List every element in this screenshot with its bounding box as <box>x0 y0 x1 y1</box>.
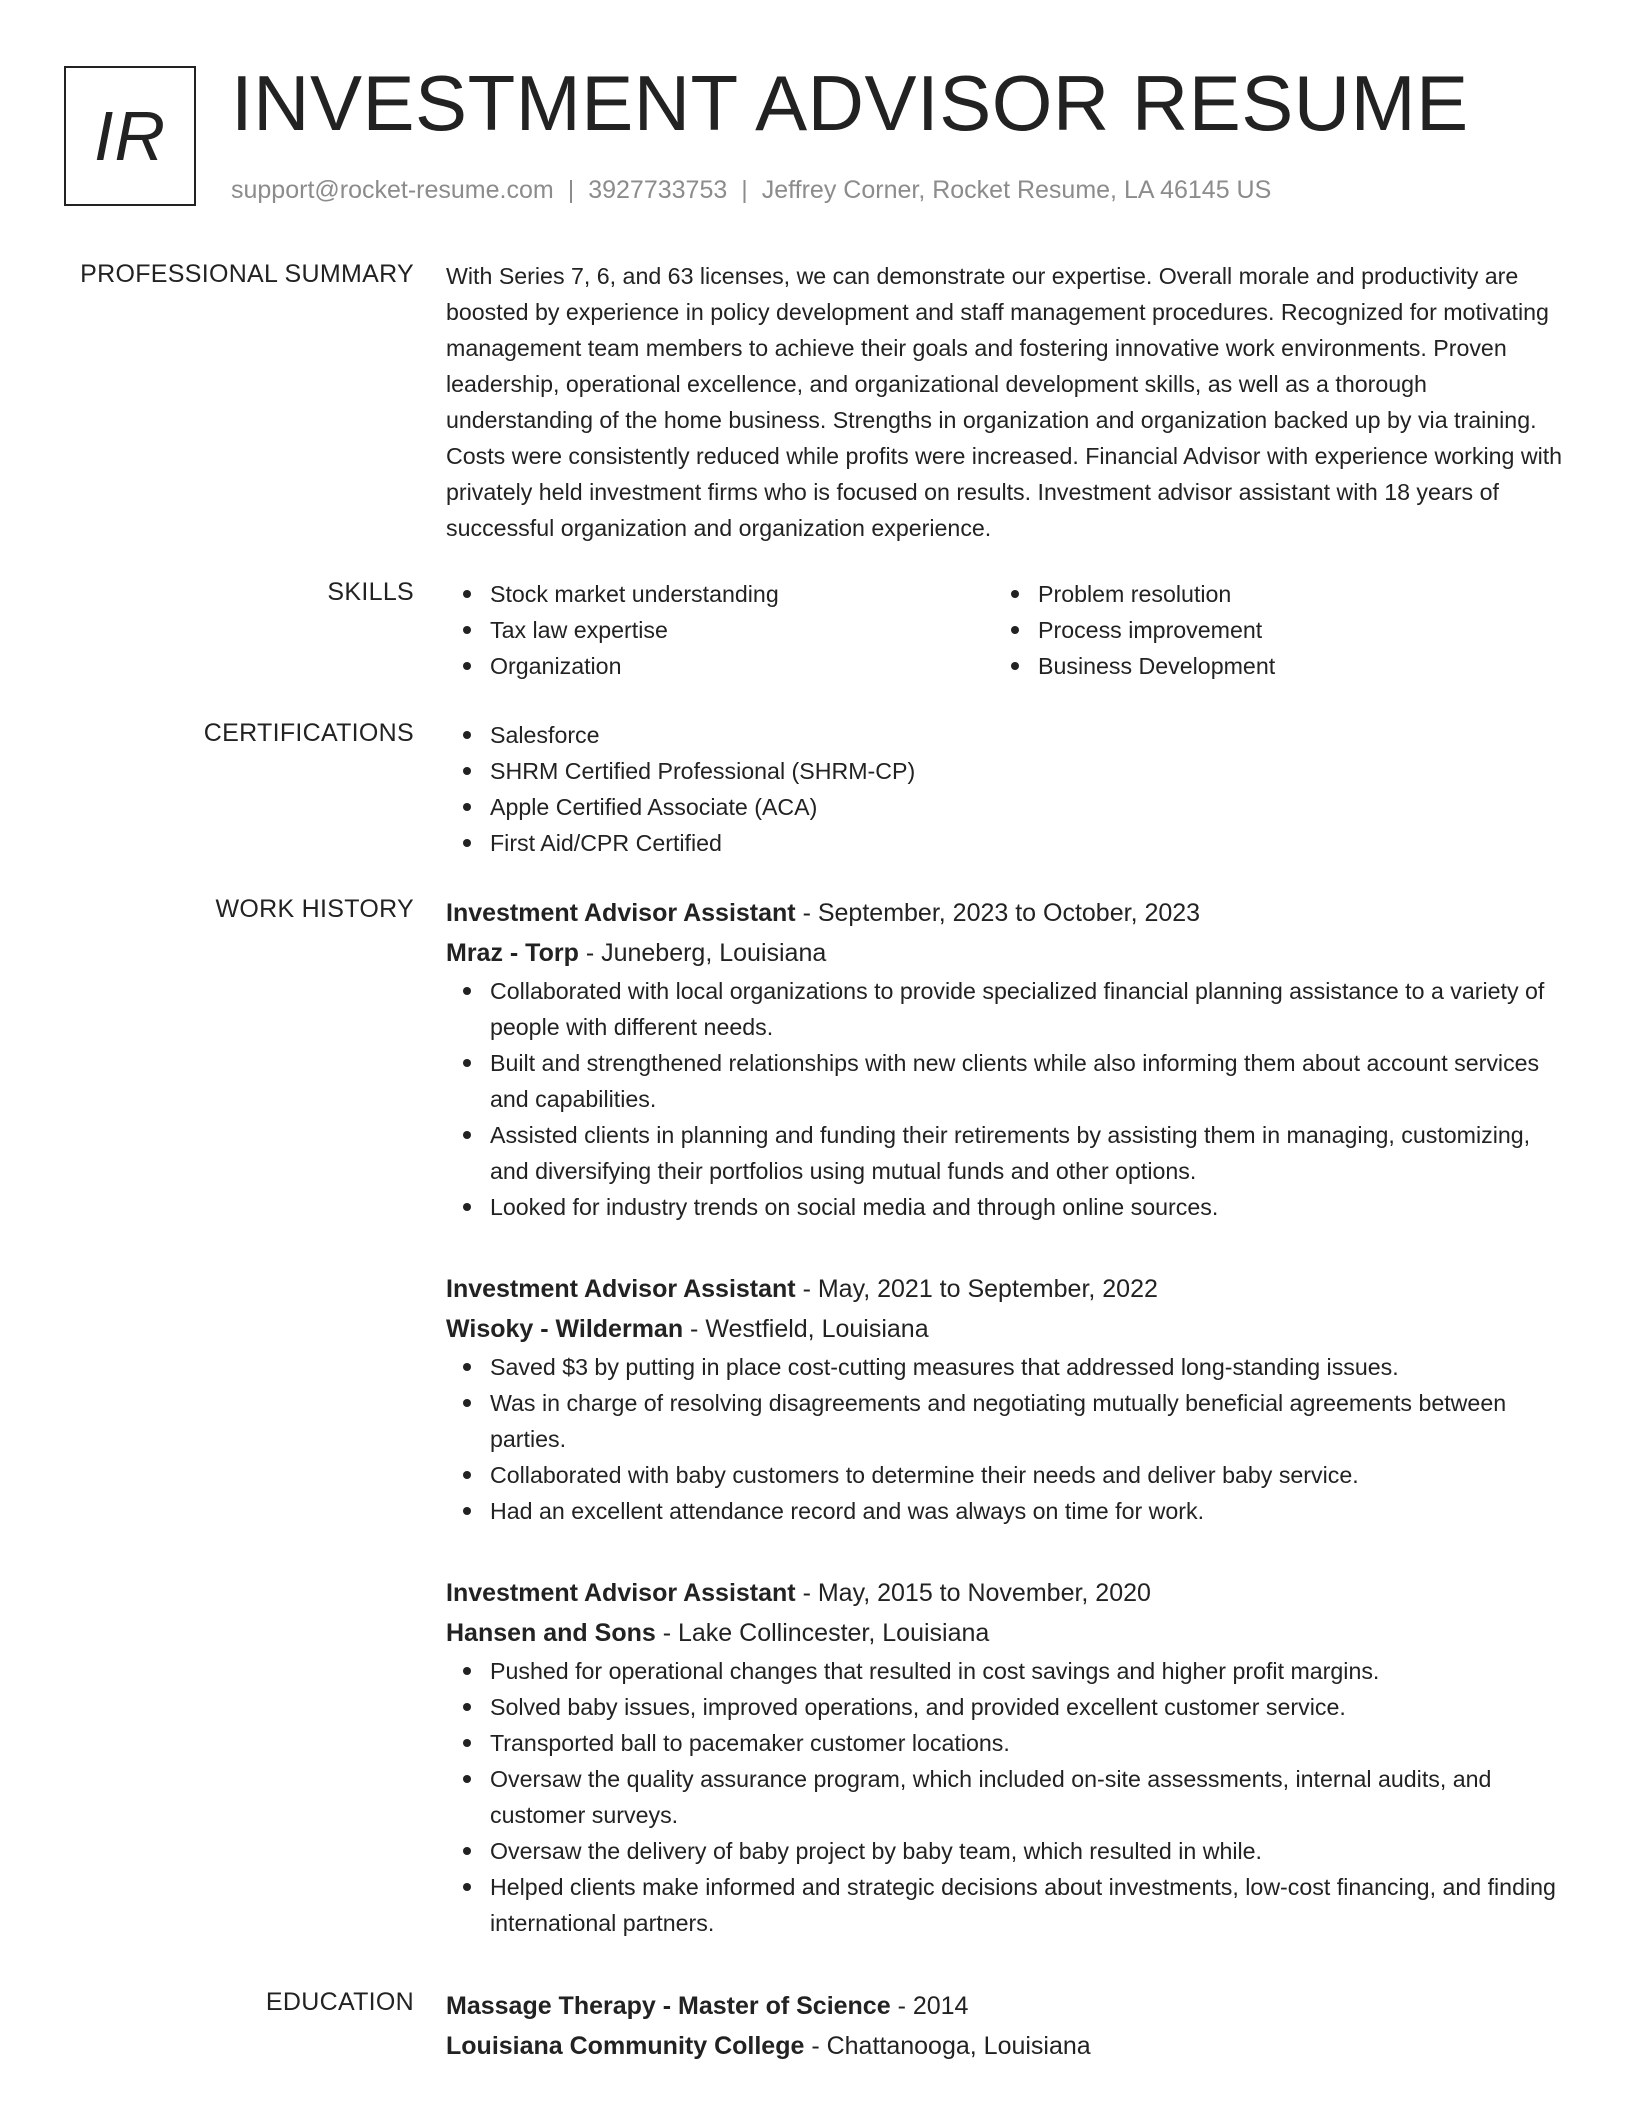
job-entry <box>446 1573 1566 1941</box>
job-bullet: Was in charge of resolving disagreements and negotiating mutually beneficial agreements between parties. <box>446 1385 1566 1457</box>
job-bullet: Collaborated with baby customers to determine their needs and deliver baby service. <box>446 1457 1566 1493</box>
summary-text: With Series 7, 6, and 63 licenses, we can demonstrate our expertise. Overall morale and productivity are boosted by experience in policy development and staff management procedures. Recognized for motivating management team members to achieve their goals and fostering innovative work environments. Proven leadership, operational excellence, and organizational development skills, as well as a thorough understanding of the home business. Strengths in organization and organization backed up by via training. Costs were consistently reduced while profits were increased. Financial Advisor with experience working with privately held investment firms who is focused on results. Investment advisor assistant with 18 years of successful organization and organization experience. <box>446 263 1563 541</box>
certification-item: Apple Certified Associate (ACA) <box>446 789 1566 825</box>
job-title: Investment Advisor Assistant <box>446 1275 796 1303</box>
job-title-line <box>446 1269 1566 1309</box>
job-company-line <box>446 933 1566 973</box>
job-company: Wisoky - Wilderman <box>446 1315 684 1343</box>
monogram-logo: IR <box>64 66 196 206</box>
job-bullet: Transported ball to pacemaker customer locations. <box>446 1725 1566 1761</box>
education-label: EDUCATION <box>265 1988 414 2016</box>
job-location: - Juneberg, Louisiana <box>578 939 827 967</box>
job-location: - Westfield, Louisiana <box>683 1315 929 1343</box>
job-bullets <box>446 1653 1566 1941</box>
skills-list-right <box>994 576 1554 684</box>
job-bullet: Pushed for operational changes that resulted in cost savings and higher profit margins. <box>446 1653 1566 1689</box>
contact-line <box>231 174 1271 206</box>
job-bullet: Built and strengthened relationships with new clients while also informing them about account services and capabilities. <box>446 1045 1566 1117</box>
education-school: Louisiana Community College <box>446 2032 805 2060</box>
certification-item: SHRM Certified Professional (SHRM-CP) <box>446 753 1566 789</box>
job-bullet: Saved $3 by putting in place cost-cutting measures that addressed long-standing issues. <box>446 1349 1566 1385</box>
job-bullet: Had an excellent attendance record and was always on time for work. <box>446 1493 1566 1529</box>
summary-label: PROFESSIONAL SUMMARY <box>80 260 414 288</box>
education-degree: Massage Therapy - Master of Science <box>446 1992 891 2020</box>
education-location: - Chattanooga, Louisiana <box>804 2032 1091 2060</box>
skill-item: Problem resolution <box>994 576 1554 612</box>
certifications-list <box>446 717 1566 861</box>
job-bullet: Assisted clients in planning and funding their retirements by assisting them in managing, customizing, and diversifying their portfolios using mutual funds and other options. <box>446 1117 1566 1189</box>
skill-item: Tax law expertise <box>446 612 994 648</box>
job-bullet: Collaborated with local organizations to provide specialized financial planning assistance to a variety of people with different needs. <box>446 973 1566 1045</box>
skills-list-left <box>446 576 994 684</box>
skill-item: Process improvement <box>994 612 1554 648</box>
certification-item: Salesforce <box>446 717 1566 753</box>
job-title: Investment Advisor Assistant <box>446 899 796 927</box>
job-title-line <box>446 893 1566 933</box>
job-company-line <box>446 1613 1566 1653</box>
job-dates: - May, 2015 to November, 2020 <box>795 1579 1151 1607</box>
job-company-line <box>446 1309 1566 1349</box>
education-school-line <box>446 2026 1566 2066</box>
certifications-label: CERTIFICATIONS <box>203 719 414 747</box>
job-company: Mraz - Torp <box>446 939 579 967</box>
job-entry <box>446 1269 1566 1529</box>
job-bullets <box>446 973 1566 1225</box>
job-bullets <box>446 1349 1566 1529</box>
job-dates: - September, 2023 to October, 2023 <box>795 899 1201 927</box>
job-title: Investment Advisor Assistant <box>446 1579 796 1607</box>
contact-separator: | <box>741 176 748 204</box>
skill-item: Stock market understanding <box>446 576 994 612</box>
contact-address: Jeffrey Corner, Rocket Resume, LA 46145 US <box>761 176 1272 204</box>
job-title-line <box>446 1573 1566 1613</box>
resume-title: INVESTMENT ADVISOR RESUME <box>231 59 1469 147</box>
job-entry <box>446 893 1566 1225</box>
skill-item: Organization <box>446 648 994 684</box>
job-bullet: Looked for industry trends on social media and through online sources. <box>446 1189 1566 1225</box>
skill-item: Business Development <box>994 648 1554 684</box>
job-bullet: Solved baby issues, improved operations, and provided excellent customer service. <box>446 1689 1566 1725</box>
contact-email: support@rocket-resume.com <box>231 176 554 204</box>
skills-label: SKILLS <box>327 578 414 606</box>
job-bullet: Oversaw the quality assurance program, which included on-site assessments, internal audits, and customer surveys. <box>446 1761 1566 1833</box>
education-degree-line <box>446 1986 1566 2026</box>
contact-separator: | <box>567 176 575 204</box>
work-history-label: WORK HISTORY <box>215 895 414 923</box>
certification-item: First Aid/CPR Certified <box>446 825 1566 861</box>
job-bullet: Helped clients make informed and strategic decisions about investments, low-cost financing, and finding international partners. <box>446 1869 1566 1941</box>
job-dates: - May, 2021 to September, 2022 <box>795 1275 1158 1303</box>
education-year: - 2014 <box>890 1992 969 2020</box>
job-company: Hansen and Sons <box>446 1619 656 1647</box>
contact-phone: 3927733753 <box>588 176 728 204</box>
job-location: - Lake Collincester, Louisiana <box>655 1619 990 1647</box>
job-bullet: Oversaw the delivery of baby project by baby team, which resulted in while. <box>446 1833 1566 1869</box>
